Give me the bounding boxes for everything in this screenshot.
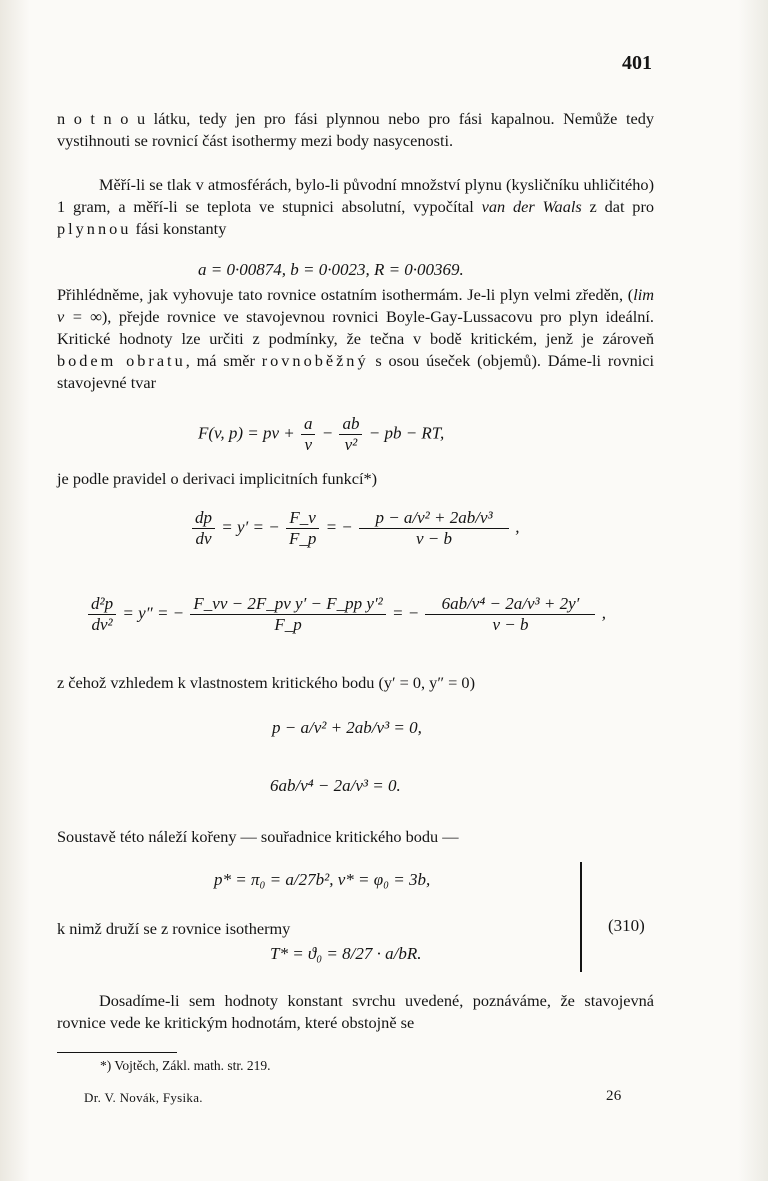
paragraph-8: Dosadíme-li sem hodnoty konstant svrchu uvedené, poznáváme, že stavojevná rovnice vede ke kritickým hodnotám, které obstojně se bbox=[57, 991, 654, 1032]
page-number: 401 bbox=[622, 52, 652, 74]
paragraph-1: n o t n o u látku, tedy jen pro fási plynnou nebo pro fási kapalnou. Nemůže tedy vystihnouti se rovnicí část isothermy mezi body nasycenosti. bbox=[57, 109, 654, 150]
second-derivative-equation: $\frac{\text{d²p}}{\text{dv²}}$ = y″ = − $\frac{\text{F\_vv − 2F\_pv y′ − F\_pp y′²}}{F\_p}$ = − $\frac{\text{6ab/v⁴ − 2a/v³ + 2y′}}{v - b}$ , bbox=[86, 594, 606, 635]
footnote: *) Vojtěch, Zákl. math. str. 219. bbox=[100, 1058, 271, 1073]
paragraph-4: je podle pravidel o derivaci implicitních funkcí*) bbox=[57, 469, 378, 488]
critical-values-equation: p* = π₀ = a/27b², v* = φ₀ = 3b, bbox=[214, 870, 431, 889]
equation-number: (310) bbox=[608, 916, 645, 935]
paragraph-5: z čehož vzhledem k vlastnostem kritického bodu (y′ = 0, y″ = 0) bbox=[57, 673, 475, 692]
paragraph-7: k nimž druží se z rovnice isothermy bbox=[57, 919, 291, 938]
state-function-equation: F(v, p) = pv + $\frac{a}{v}$ − $\frac{ab}{\text{v²}}$ − pb − RT, bbox=[198, 414, 445, 454]
critical-temperature-equation: T* = ϑ₀ = 8/27 · a/bR. bbox=[270, 944, 422, 963]
paragraph-3: Přihlédněme, jak vyhovuje tato rovnice ostatním isothermám. Je-li plyn velmi zředěn, (lim v = ∞), přejde rovnice ve stavojevnou rovnici Boyle-Gay-Lussacovu pro plyn ideální. Kritické hodnoty lze určiti z podmínky, že tečna v bodě kritickém, jenž je zároveň bodem obratu, má směr rovnoběžný s osou úseček (objemů). Dáme-li rovnici stavojevné tvar bbox=[57, 285, 654, 392]
paragraph-6: Soustavě této náleží kořeny — souřadnice kritického bodu — bbox=[57, 827, 459, 846]
equation-brace bbox=[580, 862, 582, 972]
first-derivative-equation: $\frac{dp}{dv}$ = y′ = − $\frac{F\_v}{F\_p}$ = − $\frac{\text{p − a/v² + 2ab/v³}}{v - b}$ , bbox=[190, 508, 520, 549]
constants-equation: a = 0·00874, b = 0·0023, R = 0·00369. bbox=[198, 260, 464, 279]
author-name: van der Waals bbox=[481, 197, 582, 216]
condition-equation-2: 6ab/v⁴ − 2a/v³ = 0. bbox=[270, 776, 401, 795]
footer-author: Dr. V. Novák, Fysika. bbox=[84, 1090, 203, 1105]
footnote-rule bbox=[57, 1052, 177, 1053]
signature-number: 26 bbox=[606, 1088, 622, 1104]
paragraph-2: Měří-li se tlak v atmosférách, bylo-li původní množství plynu (kysličníku uhličitého) 1 gram, a měří-li se teplota ve stupnici absolutní, vypočítal van der Waals z dat pro plynnou fási konstanty bbox=[57, 175, 655, 238]
condition-equation-1: p − a/v² + 2ab/v³ = 0, bbox=[272, 718, 422, 737]
